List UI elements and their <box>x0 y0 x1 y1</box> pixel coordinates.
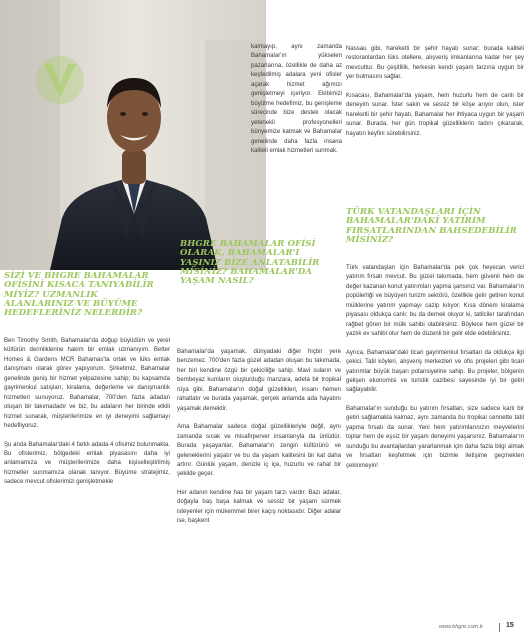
middle-column-continuation <box>251 43 342 156</box>
middle-column-body <box>177 348 341 527</box>
paragraph: Her adanın kendine has bir yaşam tarzı vardır. Bazı adalar, doğayla baş başa kalmak ve sessiz bir yaşam sürmek isteyenler için mükemmel birer kaçış noktasıdır. Diğer adalar ise, başkent <box>177 489 341 525</box>
paragraph: Kısacası, Bahamalar'da yaşam, hem huzurlu hem de canlı bir deneyim sunar. İster sakin ve sessiz bir köşe arıyor olun, ister hareketli bir şehir hayatı, Bahamalar her ihtiyaca uygun bir yaşam sunar. Burada, her gün tropikal güzelliklerin tadını çıkararak, hayatın keyfini sürebilirsiniz. <box>346 92 524 137</box>
paragraph: Ama Bahamalar sadece doğal güzellikleriyle değil, aynı zamanda sıcak ve misafirperver insanlarıyla da ünlüdür. Burada yaşayanlar, Bahamalar'ın zengin kültürünü ve geleneklerini yaşatır ve bu da yaşam kalitesini bir kat daha artırır. Günlük yaşam, denizle iç içe, huzurlu ve rahat bir şekilde geçer. <box>177 424 341 478</box>
page-number: 15 <box>506 622 514 629</box>
bhgre-logo-icon <box>36 56 84 104</box>
paragraph: Bahamalar'da yaşamak, dünyadaki diğer hiçbir yere benzemez. 700'den fazla güzel adadan oluşan bu takımada, her biri kendine özgü bir çekiciliğe sahip. Mavi suların ve bembeyaz kumların oluşturduğu manzara, adeta bir tropikal rüya gibi. Bahamalar'ın doğal güzellikleri, insanı hemen rahatlatır ve burada yaşamak, gerçek anlamda ada hayatını yaşamak demektir. <box>177 349 341 412</box>
paragraph: Türk vatandaşları için Bahamalar'da pek çok heyecan verici yatırım fırsatı mevcut. Bu güzel takımada, hem güvenli hem de değer kazanan konut yatırımları yapma şansınız var. Bahamalar'ın popülerliği ve büyüyen turizm sektörü, özellikle gelir getiren konut mülklerine yatırım yapmayı cazip kılıyor. Kısa dönem kiralama piyasası oldukça canlı; bu da demek oluyor ki, tatilciler tarafından rağbet gören bir mülk sahibi olabilirsiniz. Böylece hem güzel bir yazlık ev sahibi olur hem de düzenli bir gelir elde edebilirsiniz. <box>346 265 524 338</box>
portrait-photo <box>0 0 266 270</box>
left-column-body <box>4 337 170 488</box>
paragraph: Ayrıca, Bahamalar'daki ticari gayrimenkul fırsatları da oldukça ilgi çekici. Tatil köyleri, alışveriş merkezleri ve ofis projeleri gibi ticari yatırımlar büyük başarı potansiyeline sahip. Bu projeler, bölgenin gelişen ekonomisi ve turistik cazibesi sayesinde iyi bir getiri sağlayabilir. <box>346 349 524 394</box>
heading-investment-question: TÜRK VATANDAŞLARI İÇİN BAHAMALAR'DAKİ YATIRIM FIRSATLARINDAN BAHSEDEBİLİR MİSİNİZ? <box>346 207 517 245</box>
page-footer <box>0 623 529 635</box>
right-column-top <box>346 45 524 139</box>
footer-divider <box>499 623 500 632</box>
paragraph: Bahamalar'ın sunduğu bu yatırım fırsatları, size sadece karlı bir getiri sağlamakla kalmaz, aynı zamanda bu tropikal cennette tatil yapma fırsatı da sunar. Yeni hem yatırımlarınızın meyvelerini toplar hem de eşsiz bir yaşam deneyimi yaşarsınız. Bahamalar'ın sunduğu bu avantajlardan yararlanmak için daha fazla bilgi almak ve fırsatları keşfetmek için bizimle iletişime geçmekten çekinmeyin! <box>346 405 524 469</box>
paragraph: Nassau gibi, hareketli bir şehir hayatı sunar; burada kaliteli restoranlardan lüks otellere, alışveriş imkanlarına kadar her şey mevcuttur. Bu çeşitlilik, herkesin kendi yaşam tarzına uygun bir yer bulmasını sağlar. <box>346 46 524 81</box>
paragraph: Ben Timothy Smith, Bahamalar'da doğup büyüdüm ve yerel kültürün derinliklerine hakim bir emlak uzmanıyım. Better Homes & Gardens MCR Bahamas'ta ortak ve lüks emlak danışmanı olarak görev yapıyorum. Şirketimiz, Bahamalar genelinde geniş bir hizmet yelpazesine sahip; bu kapsamda gayrimenkul satışları, kiralama, değerleme ve danışmanlık hizmetleri sunuyoruz. Bahamalar, 700'den fazla adadan oluşan bir takımadadır ve biz, bu adaların her birinde etkili hizmet sunarak, müşterilerimize en iyi deneyimi sağlamayı hedefliyoruz. <box>4 338 170 430</box>
heading-bahamas-life-question: BHGRE BAHAMALAR OFİSİ OLARAK, BAHAMALAR'I YAŞINIZ BİZE ANLATABİLİR MİSİNİZ? BAHAMALAR'DA YAŞAM NASIL? <box>180 239 320 287</box>
right-column-body <box>346 264 524 471</box>
heading-intro-question: SİZİ VE BHGRE BAHAMALAR OFİSİNİ KISACA TANIYABİLİR MİYİZ? UZMANLIK ALANLARINIZ VE BÜYÜME HEDEFLERİNİZ NELERDİR? <box>4 271 154 319</box>
website-url[interactable]: www.bhgre.com.tr <box>439 624 484 630</box>
paragraph: kalmayıp, aynı zamanda Bahamalar'ın yükselen pazarlarına, özellikle de daha az keşfedilmiş adalara yeni ofisler açarak hizmet ağımızı genişletmeyi içeriyor. Ekibimizi büyütme hedefimiz, bu genişleme sürecinde bize destek olacak yetenekli profesyonelleri bünyemize katmak ve Bahamalar genelinde daha fazla insana kaliteli emlak hizmetleri sunmak. <box>251 44 342 154</box>
paragraph: Şu anda Bahamalar'daki 4 farklı adada 4 ofisimiz bulunmakta. Bu ofislerimiz, bölgedeki emlak piyasasını daha iyi anlamamıza ve müşterilerimize daha kişiselleştirilmiş hizmetler sunmamıza olanak tanıyor. Büyüme stratejimiz, sadece mevcut ofislerimizi genişletmekle <box>4 441 170 486</box>
